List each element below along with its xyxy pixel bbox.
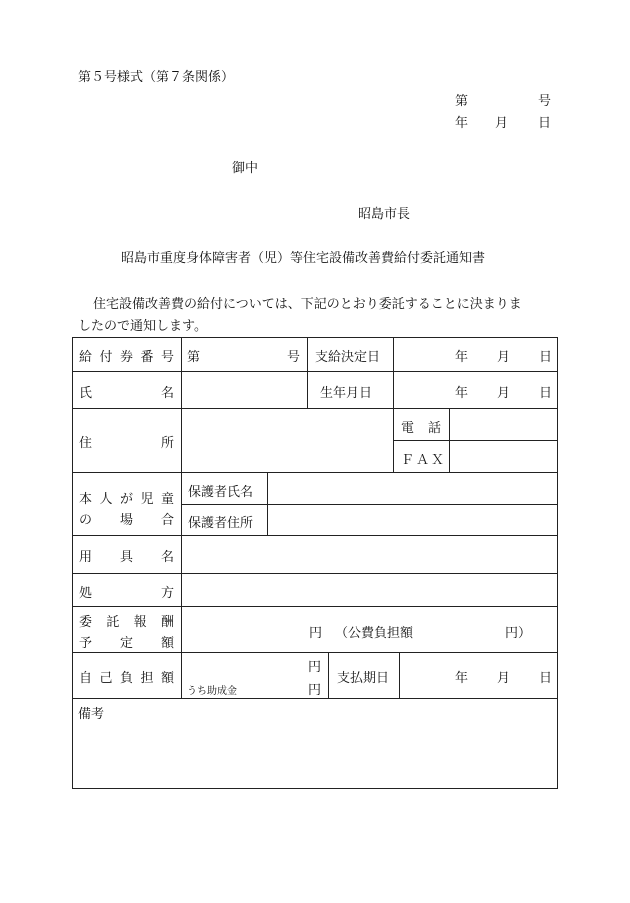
payment-date-label: 支払期日 [337,671,390,686]
intro-text-line-2: したので通知します。 [78,319,207,334]
address-label: 住 所 [79,436,174,451]
guardian-address-label: 保護者住所 [188,516,254,531]
decision-date-year: 年 [455,350,469,365]
birth-date-month: 月 [497,386,511,401]
fax-label: ＦＡＸ [401,453,447,468]
fee-label-line-1: 委 託 報 酬 [79,615,174,630]
header-date-month: 月 [495,116,509,131]
birth-date-day: 日 [539,386,553,401]
remarks-label: 備考 [78,707,105,722]
self-pay-label: 自 己 負 担 額 [79,671,174,686]
decision-date-day: 日 [539,350,553,365]
subsidy-yen: 円 [308,683,322,698]
payment-date-day: 日 [539,671,553,686]
decision-date-label: 支給決定日 [315,350,381,365]
number-prefix: 第 [455,94,469,109]
phone-label: 電 話 [401,421,441,436]
public-burden-close: 円） [505,626,532,641]
birth-date-year: 年 [455,386,469,401]
header-date-year: 年 [455,116,469,131]
header-date-day: 日 [538,116,552,131]
decision-date-month: 月 [497,350,511,365]
form-number: 第５号様式（第７条関係） [78,70,235,85]
voucher-number-label: 給 付 券 番 号 [79,350,174,365]
voucher-number-prefix: 第 [187,350,201,365]
child-case-label-line-1: 本 人 が 児 童 [79,492,174,507]
fee-yen: 円 [309,626,323,641]
voucher-number-suffix: 号 [287,350,301,365]
fee-label-line-2: 予 定 額 [79,636,174,651]
intro-text-line-1: 住宅設備改善費の給付については、下記のとおり委託することに決まりま [93,297,522,312]
guardian-name-label: 保護者氏名 [188,485,254,500]
equipment-name-label: 用 具 名 [79,550,174,565]
number-suffix: 号 [538,94,552,109]
issuer-name: 昭島市長 [358,207,411,222]
self-pay-yen: 円 [308,660,322,675]
child-case-label-line-2: の 場 合 [79,513,174,528]
public-burden-open: （公費負担額 [335,626,414,641]
payment-date-year: 年 [455,671,469,686]
addressee-label: 御中 [232,161,259,176]
name-label: 氏 名 [79,386,174,401]
birth-date-label: 生年月日 [320,386,373,401]
payment-date-month: 月 [497,671,511,686]
subsidy-note: うち助成金 [187,686,237,697]
document-title: 昭島市重度身体障害者（児）等住宅設備改善費給付委託通知書 [121,251,486,266]
prescription-label: 処 方 [79,586,174,601]
